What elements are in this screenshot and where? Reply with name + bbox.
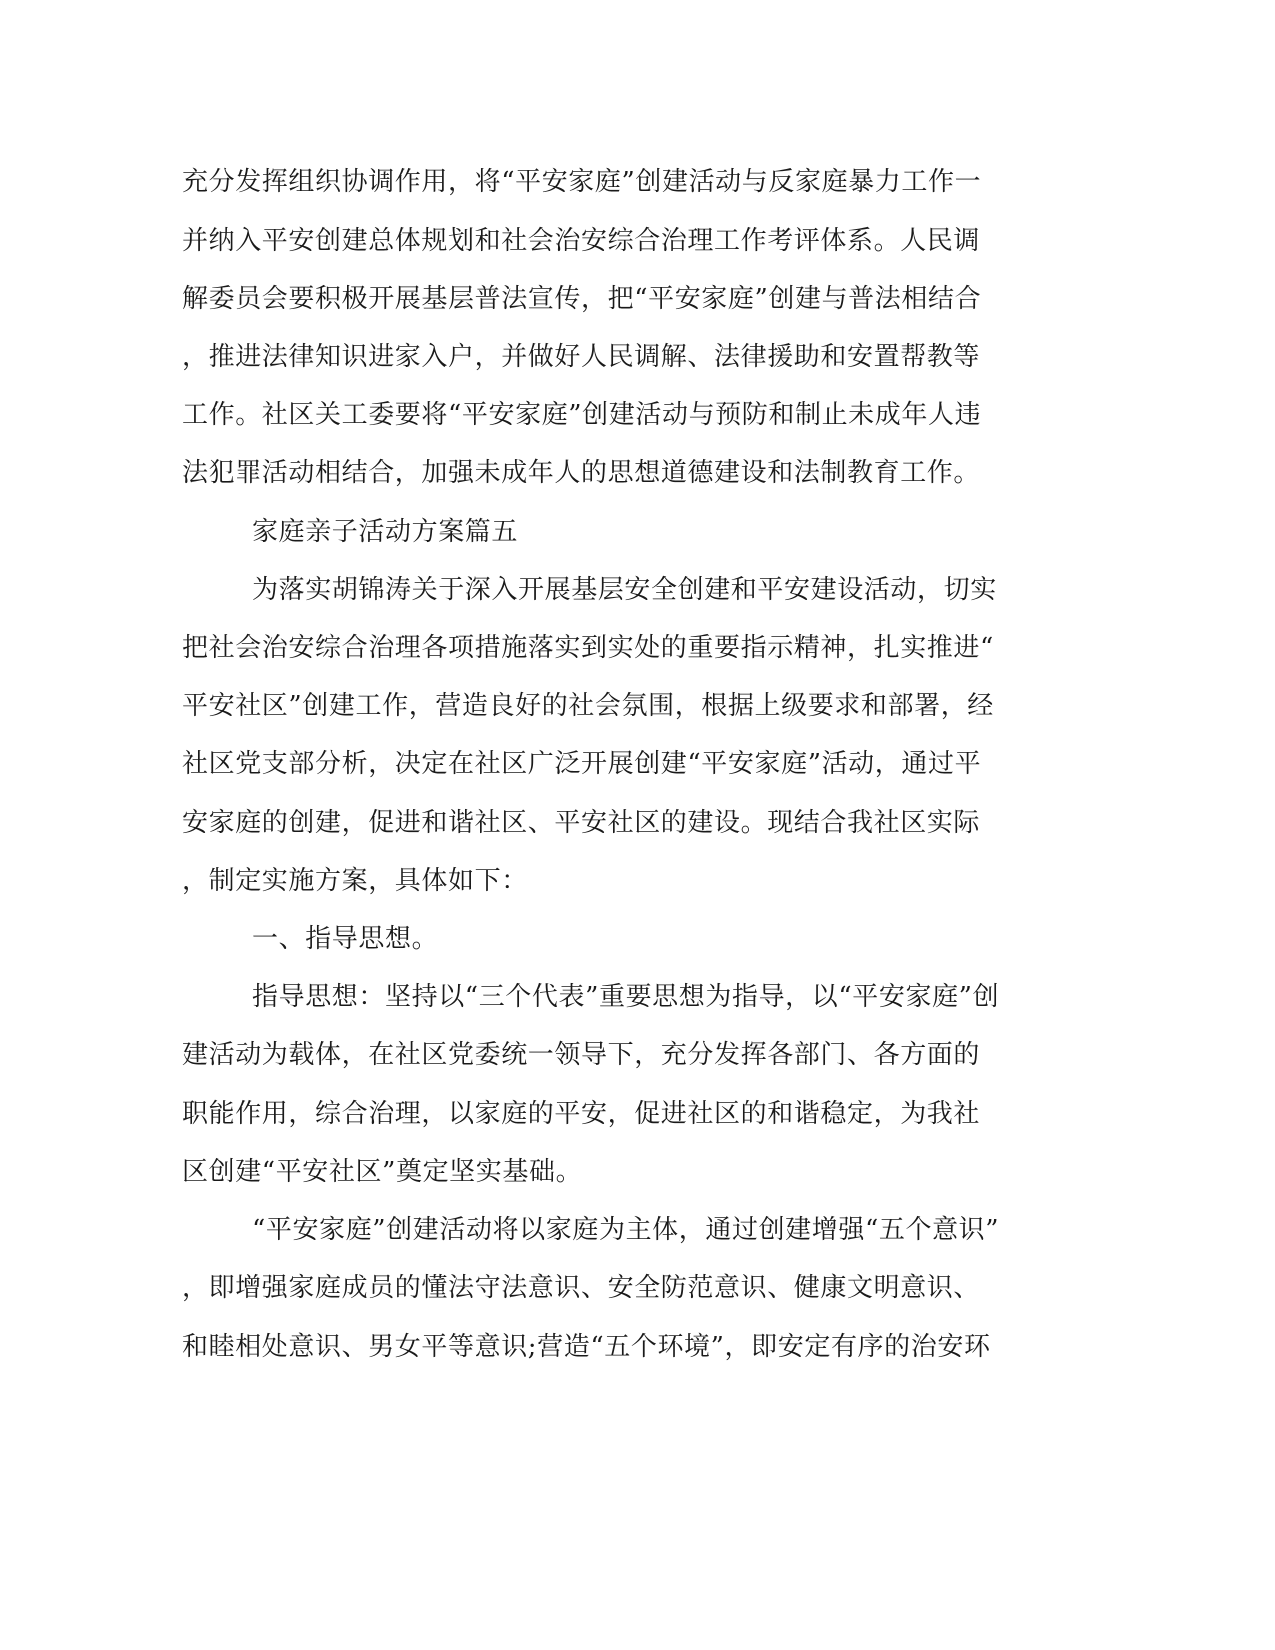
text-line: 充分发挥组织协调作用，将“平安家庭”创建活动与反家庭暴力工作一 (182, 167, 982, 197)
text-line: 把社会治安综合治理各项措施落实到实处的重要指示精神，扎实推进“ (182, 633, 994, 663)
section-heading: 家庭亲子活动方案篇五 (252, 517, 519, 547)
text-line: ，即增强家庭成员的懂法守法意识、安全防范意识、健康文明意识、 (182, 1273, 981, 1303)
text-line: 和睦相处意识、男女平等意识;营造“五个环境”，即安定有序的治安环 (182, 1332, 991, 1362)
text-line: ，制定实施方案，具体如下： (182, 866, 528, 896)
section-heading: 一、指导思想。 (252, 924, 439, 954)
text-line: 建活动为载体，在社区党委统一领导下，充分发挥各部门、各方面的 (182, 1040, 981, 1070)
text-line: 区创建“平安社区”奠定坚实基础。 (182, 1157, 583, 1187)
text-line: 法犯罪活动相结合，加强未成年人的思想道德建设和法制教育工作。 (182, 458, 981, 488)
text-line: 指导思想：坚持以“三个代表”重要思想为指导，以“平安家庭”创 (252, 982, 1000, 1012)
text-line: 解委员会要积极开展基层普法宣传，把“平安家庭”创建与普法相结合 (182, 284, 982, 314)
text-line: 平安社区”创建工作，营造良好的社会氛围，根据上级要求和部署，经 (182, 691, 994, 721)
text-line: 并纳入平安创建总体规划和社会治安综合治理工作考评体系。人民调 (182, 226, 981, 256)
text-line: 为落实胡锦涛关于深入开展基层安全创建和平安建设活动，切实 (252, 575, 997, 605)
text-line: 工作。社区关工委要将“平安家庭”创建活动与预防和制止未成年人违 (182, 400, 982, 430)
text-line: 安家庭的创建，促进和谐社区、平安社区的建设。现结合我社区实际 (182, 808, 981, 838)
text-line: 社区党支部分析，决定在社区广泛开展创建“平安家庭”活动，通过平 (182, 749, 982, 779)
text-line: “平安家庭”创建活动将以家庭为主体，通过创建增强“五个意识” (252, 1215, 1000, 1245)
text-line: 职能作用，综合治理，以家庭的平安，促进社区的和谐稳定，为我社 (182, 1099, 981, 1129)
text-line: ，推进法律知识进家入户，并做好人民调解、法律援助和安置帮教等 (182, 342, 981, 372)
